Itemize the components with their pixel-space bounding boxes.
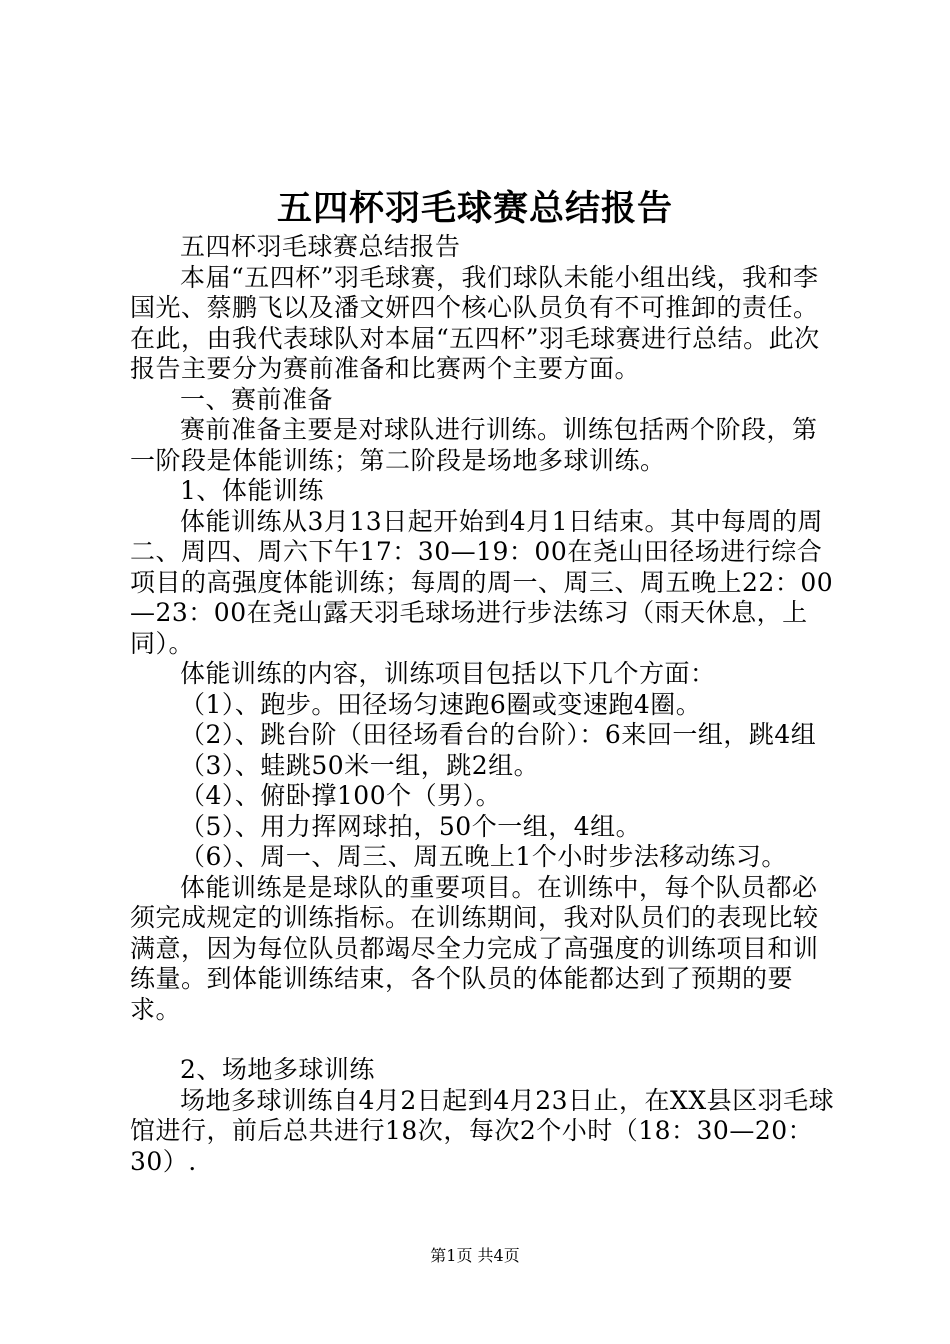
paragraph-preparation-overview: 赛前准备主要是对球队进行训练。训练包括两个阶段，第一阶段是体能训练；第二阶段是场地多球训练。 <box>130 415 818 475</box>
document-title: 五四杯羽毛球赛总结报告 <box>276 188 673 229</box>
subheading-multi-ball-training: 2、场地多球训练 <box>180 1055 375 1084</box>
heading-pre-match-preparation: 一、赛前准备 <box>180 384 334 414</box>
subheading-fitness-training: 1、体能训练 <box>180 476 324 505</box>
list-item-push-ups: （4）、俯卧撑100个（男）。 <box>180 781 502 810</box>
paragraph-fitness-evaluation: 体能训练是是球队的重要项目。在训练中，每个队员都必须完成规定的训练指标。在训练期间，我对队员们的表现比较满意，因为每位队员都竭尽全力完成了高强度的训练项目和训练量。到体能训练结束，各个队员的体能都达到了预期的要求。 <box>130 872 819 1024</box>
list-item-footwork: （6）、周一、周三、周五晚上1个小时步法移动练习。 <box>180 842 787 871</box>
page-number-footer: 第1页 共4页 <box>430 1246 520 1265</box>
paragraph-fitness-schedule: 体能训练从3月13日起开始到4月1日结束。其中每周的周二、周四、周六下午17：30—19：00在尧山田径场进行综合项目的高强度体能训练；每周的周一、周三、周五晚上22：00—23：00在尧山露天羽毛球场进行步法练习（雨天休息，上同）。 <box>130 506 834 658</box>
list-item-frog-jump: （3）、蛙跳50米一组，跳2组。 <box>180 750 540 780</box>
paragraph-training-items-intro: 体能训练的内容，训练项目包括以下几个方面： <box>180 659 716 688</box>
list-item-running: （1）、跑步。田径场匀速跑6圈或变速跑4圈。 <box>180 689 702 719</box>
paragraph-introduction: 本届“五四杯”羽毛球赛，我们球队未能小组出线，我和李国光、蔡鹏飞以及潘文妍四个核心队员负有不可推卸的责任。在此，由我代表球队对本届“五四杯”羽毛球赛进行总结。此次报告主要分为赛前准备和比赛两个主要方面。 <box>130 262 820 383</box>
list-item-step-jumping: （2）、跳台阶（田径场看台的台阶）：6来回一组，跳4组 <box>180 720 817 749</box>
paragraph-multi-ball-schedule: 场地多球训练自4月2日起到4月23日止，在XX县区羽毛球馆进行，前后总共进行18次，每次2个小时（18：30—20：30）. <box>130 1085 835 1176</box>
list-item-racket-swing: （5）、用力挥网球拍，50个一组，4组。 <box>180 811 642 841</box>
paragraph-repeated-title: 五四杯羽毛球赛总结报告 <box>180 232 461 261</box>
document-body <box>130 232 840 1177</box>
